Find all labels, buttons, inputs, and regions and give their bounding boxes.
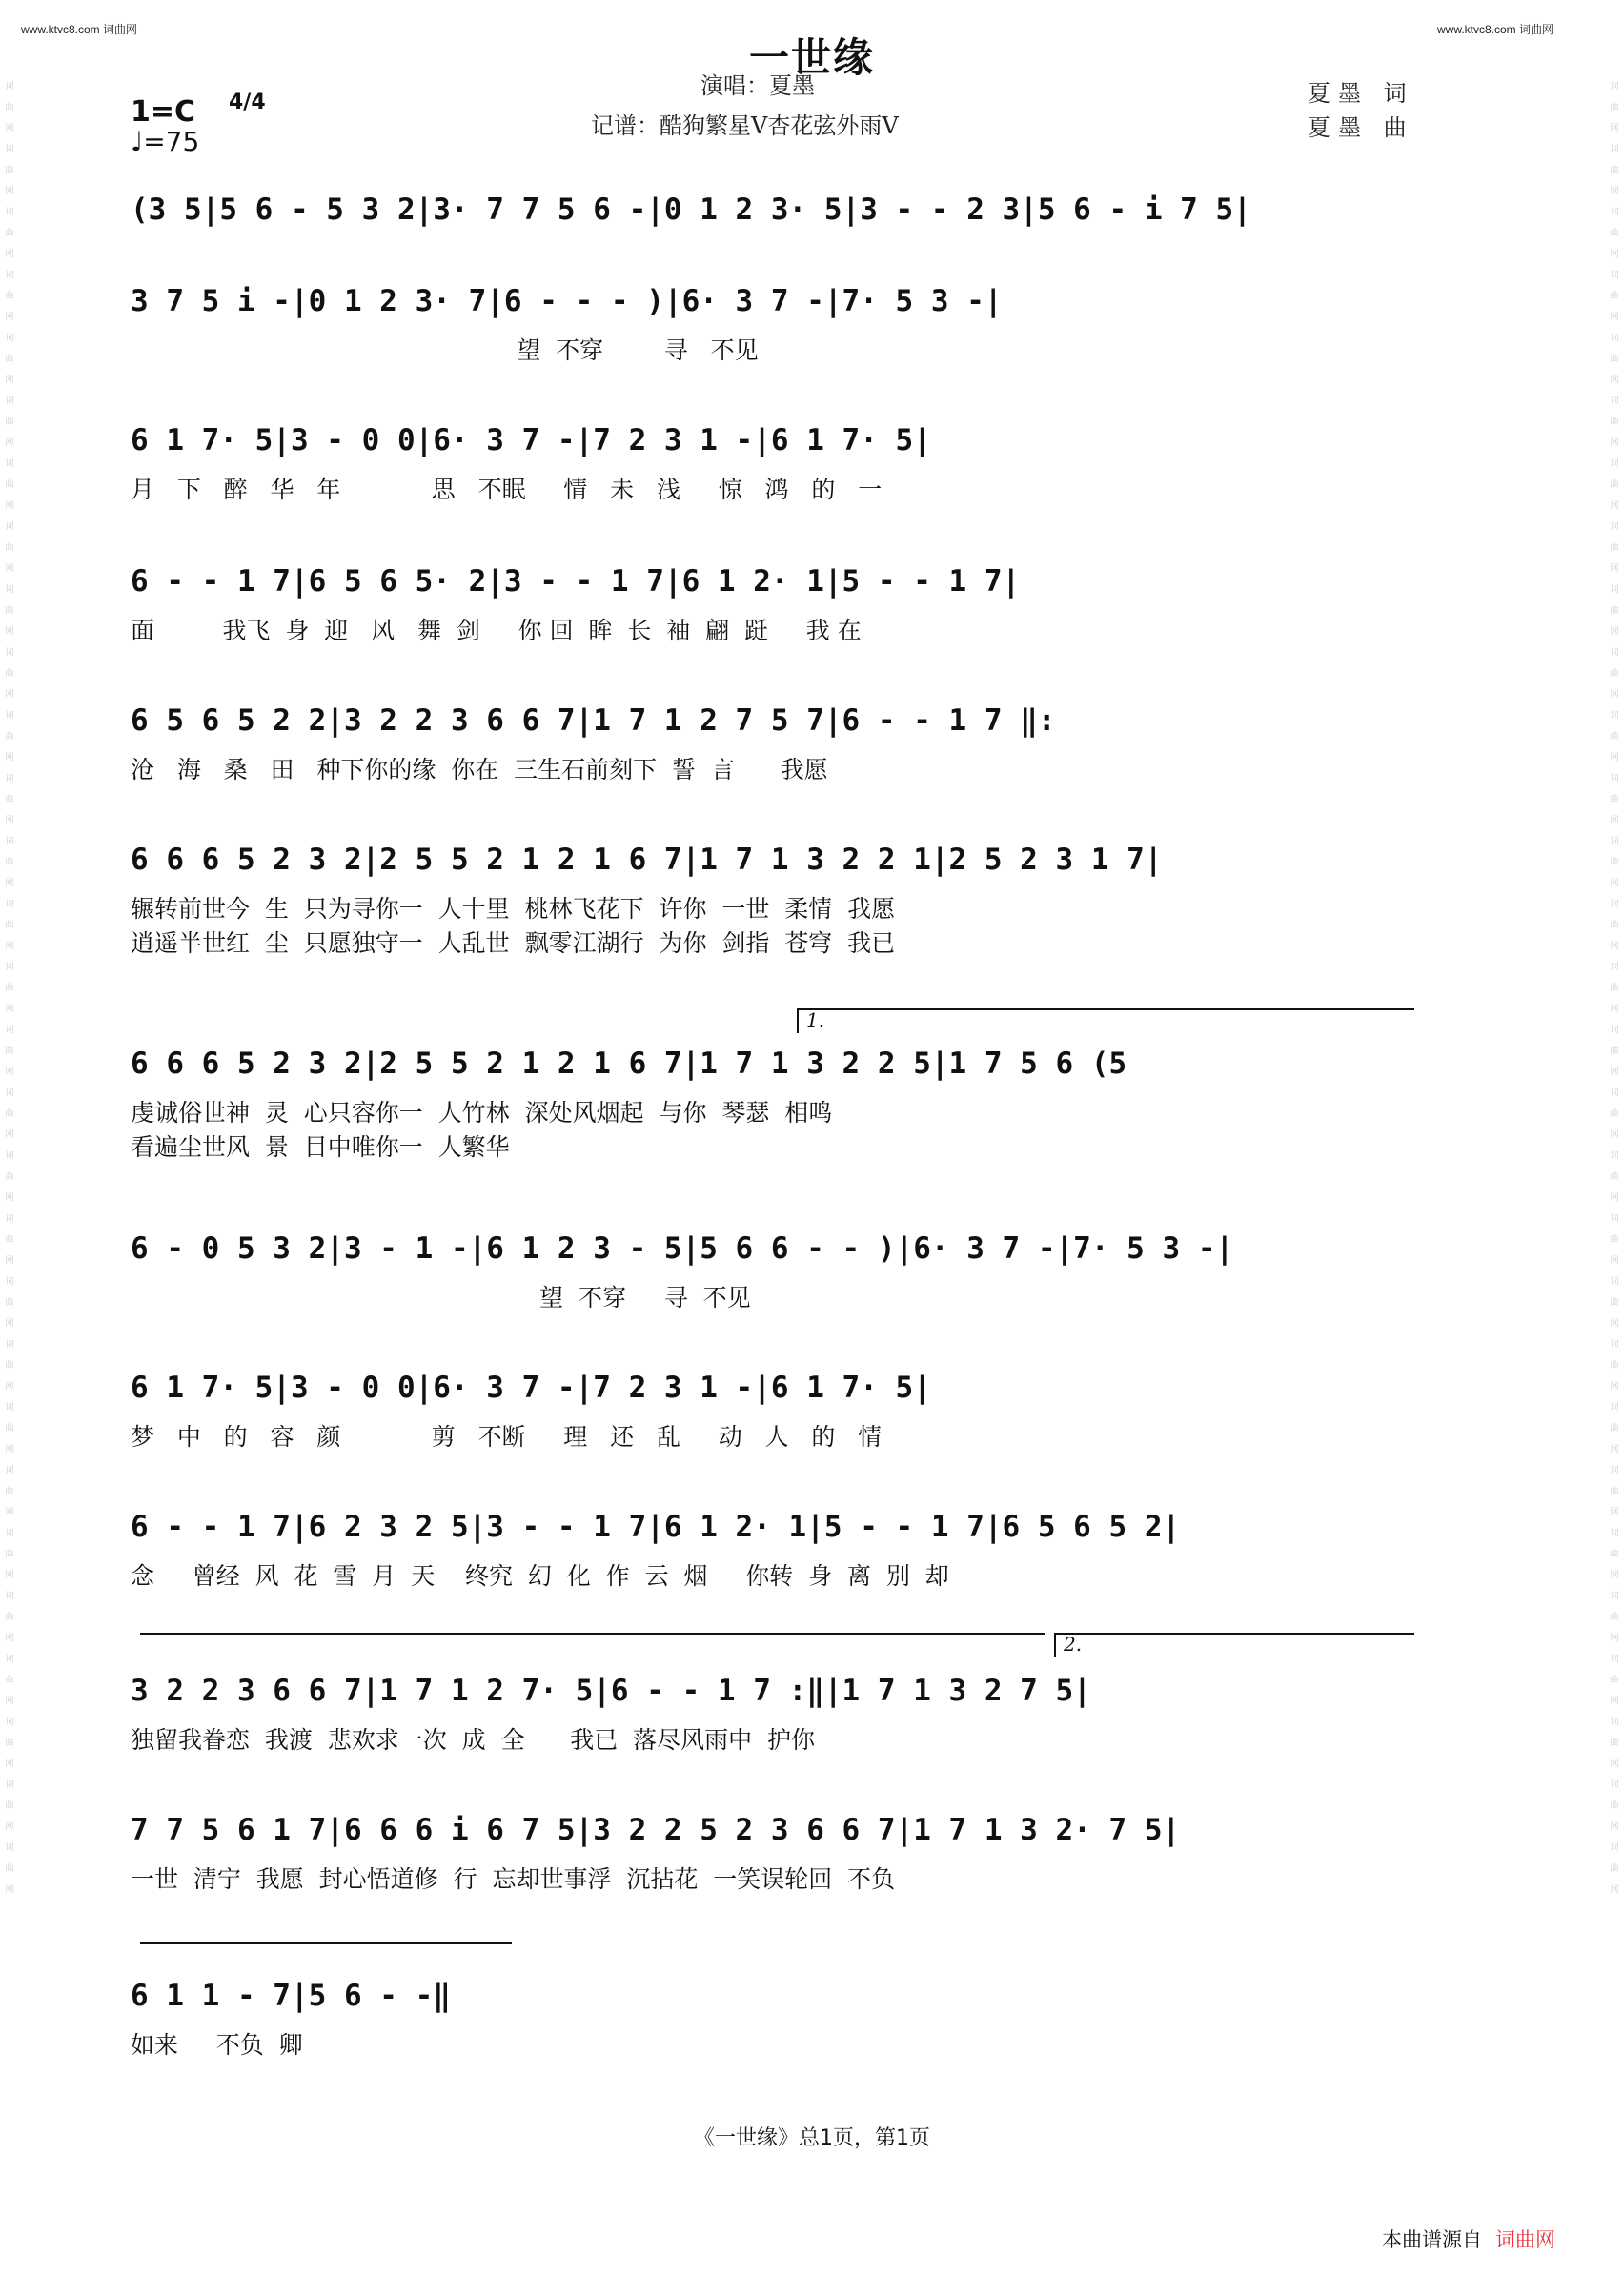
notes-row-9: 6 1 7· 5|3 - 0 0|6· 3 7 -|7 2 3 1 -|6 1 7· 5| [131,1371,931,1405]
lyrics-row-2: 望 不穿 寻 不见 [131,336,759,364]
notes-row-10: 6 - - 1 7|6 2 3 2 5|3 - - 1 7|6 1 2· 1|5 - - 1 7|6 5 6 5 2| [131,1510,1181,1544]
notes-row-5: 6 5 6 5 2 2|3 2 2 3 6 6 7|1 7 1 2 7 5 7|6 - - 1 7 ‖: [131,703,1056,738]
ending-line [140,1942,512,1944]
score-row-11 [131,1658,1417,1763]
score-row-1 [131,177,1417,273]
notes-row-12: 7 7 5 6 1 7|6 6 6 i 6 7 5|3 2 2 5 2 3 6 6 7|1 7 1 3 2· 7 5| [131,1813,1181,1847]
lyrics-row-13: 如来 不负 卿 [131,2031,303,2059]
volta-2-label: 2. [1064,1633,1083,1656]
notes-row-11: 3 2 2 3 6 6 7|1 7 1 2 7· 5|6 - - 1 7 :‖|1 7 1 3 2 7 5| [131,1674,1091,1708]
lyrics-row-9: 梦 中 的 容 颜 剪 不断 理 还 乱 动 人 的 情 [131,1423,883,1451]
lyrics-row-6-verse-1: 辗转前世今 生 只为寻你一 人十里 桃林飞花下 许你 一世 柔情 我愿 [131,895,896,923]
singer: 演唱：夏墨 [700,72,815,99]
lyrics-row-3: 月 下 醉 华 年 思 不眠 情 未 浅 惊 鸿 的 一 [131,476,883,503]
lyrics-row-7-verse-2: 看遍尘世风 景 目中唯你一 人繁华 [131,1133,510,1161]
volta-1-bracket [797,1008,1414,1033]
volta-1-label: 1. [806,1008,825,1031]
page-title: 一世缘 [748,34,875,81]
lyrics-row-6-verse-2: 逍遥半世红 尘 只愿独守一 人乱世 飘零江湖行 为你 剑指 苍穹 我已 [131,929,896,957]
repeat-line [140,1633,1045,1635]
side-watermark-right: 词曲网词曲网词曲网词曲网词曲网词曲网词曲网词曲网词曲网词曲网词曲网词曲网词曲网词曲网词曲网词曲网词曲网词曲网词曲网词曲网词曲网词曲网词曲网词曲网词曲网词曲网词曲网词曲网词曲网 [1610,82,1619,1895]
notes-row-13: 6 1 1 - 7|5 6 - -‖ [131,1979,451,2013]
score-row-2 [131,269,1417,374]
time-signature: 4/4 [229,91,266,114]
watermark-left: www.ktvc8.com 词曲网 [21,23,138,36]
score-row-4 [131,549,1417,654]
score-row-13 [131,1963,1417,2068]
lyrics-row-10: 念 曾经 风 花 雪 月 天 终究 幻 化 作 云 烟 你转 身 离 别 却 [131,1562,949,1590]
score-row-7 [131,1031,1417,1174]
score-row-9 [131,1355,1417,1460]
notes-row-2: 3 7 5 i -|0 1 2 3· 7|6 - - - )|6· 3 7 -|7· 5 3 -| [131,284,1003,318]
transcriber: 记谱：酷狗繁星V杏花弦外雨V [591,112,899,139]
key-signature: 1=C [131,95,196,129]
notes-row-4: 6 - - 1 7|6 5 6 5· 2|3 - - 1 7|6 1 2· 1|5 - - 1 7| [131,564,1021,599]
lyrics-row-7-verse-1: 虔诚俗世神 灵 心只容你一 人竹林 深处风烟起 与你 琴瑟 相鸣 [131,1099,833,1127]
lyrics-row-4: 面 我飞 身 迎 风 舞 剑 你 回 眸 长 袖 翩 跹 我 在 [131,617,862,644]
score-row-8 [131,1216,1417,1321]
source-site-link[interactable]: 词曲网 [1495,2228,1555,2251]
side-watermark-left: 词曲网词曲网词曲网词曲网词曲网词曲网词曲网词曲网词曲网词曲网词曲网词曲网词曲网词曲网词曲网词曲网词曲网词曲网词曲网词曲网词曲网词曲网词曲网词曲网词曲网词曲网词曲网词曲网词曲网 [5,82,14,1895]
score-row-10 [131,1494,1417,1599]
notes-row-7: 6 6 6 5 2 3 2|2 5 5 2 1 2 1 6 7|1 7 1 3 2 2 5|1 7 5 6 (5 [131,1047,1127,1081]
source-credit [1382,2225,1555,2253]
tempo: ♩=75 [131,126,200,157]
source-label: 本曲谱源自 [1382,2228,1482,2251]
lyrics-row-5: 沧 海 桑 田 种下你的缘 你在 三生石前刻下 誓 言 我愿 [131,756,828,783]
score-row-12 [131,1798,1417,1902]
page-footer: 《一世缘》总1页，第1页 [694,2126,930,2150]
lyrics-row-11: 独留我眷恋 我渡 悲欢求一次 成 全 我已 落尽风雨中 护你 [131,1726,816,1754]
notes-row-3: 6 1 7· 5|3 - 0 0|6· 3 7 -|7 2 3 1 -|6 1 7· 5| [131,423,931,457]
notes-row-6: 6 6 6 5 2 3 2|2 5 5 2 1 2 1 6 7|1 7 1 3 2 2 1|2 5 2 3 1 7| [131,843,1163,877]
composer: 夏墨 曲 [1308,114,1414,141]
lyricist: 夏墨 词 [1308,80,1414,107]
volta-2-bracket [1054,1633,1414,1657]
notes-row-1: (3 5|5 6 - 5 3 2|3· 7 7 5 6 -|0 1 2 3· 5|3 - - 2 3|5 6 - i 7 5| [131,193,1251,227]
score-row-5 [131,688,1417,793]
score-row-6 [131,827,1417,970]
score-row-3 [131,408,1417,513]
notes-row-8: 6 - 0 5 3 2|3 - 1 -|6 1 2 3 - 5|5 6 6 - - )|6· 3 7 -|7· 5 3 -| [131,1231,1234,1266]
watermark-right: www.ktvc8.com 词曲网 [1437,23,1554,36]
lyrics-row-12: 一世 清宁 我愿 封心悟道修 行 忘却世事浮 沉拈花 一笑误轮回 不负 [131,1865,896,1893]
lyrics-row-8: 望 不穿 寻 不见 [131,1284,751,1311]
